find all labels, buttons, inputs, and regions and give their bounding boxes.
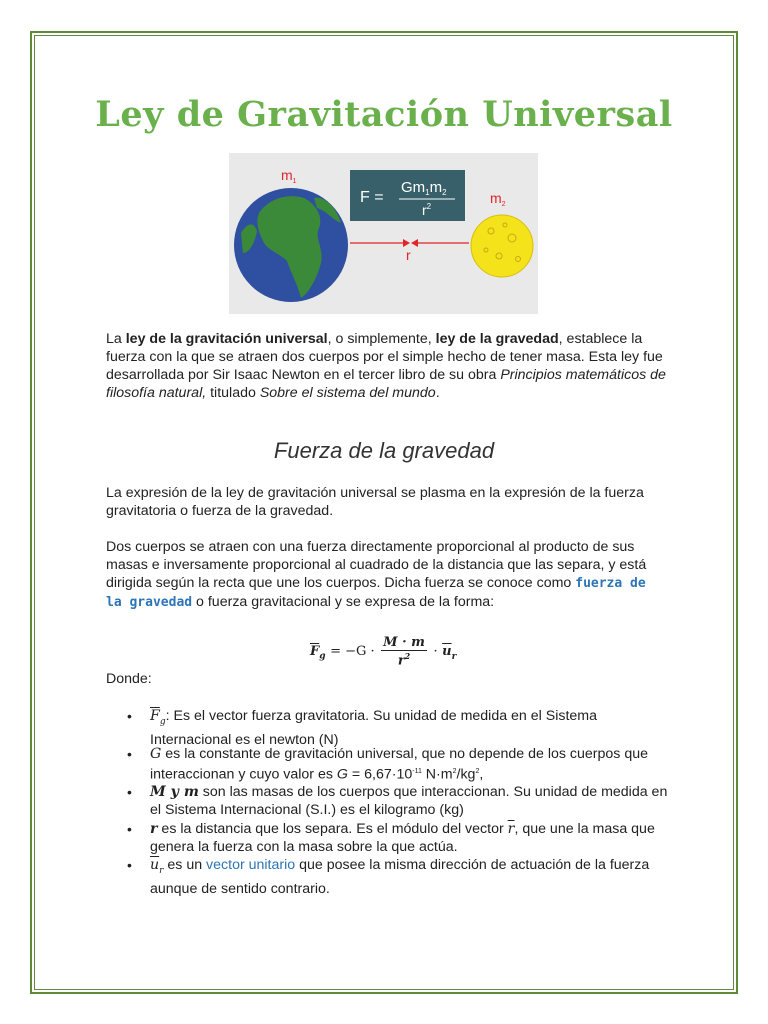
r-label: r — [406, 247, 411, 263]
section-subtitle: Fuerza de la gravedad — [273, 438, 495, 463]
moon-icon — [471, 215, 533, 277]
bullet-item-unit-vector: $\overline{u}_r$ es un vector unitario que posee la misma dirección de actuación de la fuerza aunque de sentido contrario. — [150, 857, 650, 897]
page-title: Ley de Gravitación Universal — [95, 94, 673, 135]
bullet-marker: • — [127, 857, 132, 873]
bullet-item-constant: G es la constante de gravitación universal, que no depende de los cuerpos que interaccionan y cuyo valor es $G = 6,67\cdot 10^{-11}$ $N\cdot m^2/kg^2$, — [150, 746, 648, 783]
formula-lhs: F = — [360, 189, 384, 206]
bullet-item-force: $\overline{F}_g$: Es el vector fuerza gravitatoria. Su unidad de medida en el Sistema Internacional es el newton (N) — [150, 708, 597, 748]
m2-label: $m_2$ — [490, 190, 506, 208]
paragraph-expression: La expresión de la ley de gravitación universal se plasma en la expresión de la fuerza gravitatoria o fuerza de la gravedad. — [106, 485, 644, 519]
gravitation-figure — [229, 153, 538, 314]
bullet-marker: • — [127, 746, 132, 762]
bullet-marker: • — [127, 784, 132, 800]
bullet-item-masses: M y m son las masas de los cuerpos que interaccionan. Su unidad de medida en el Sistema Internacional (S.I.) es el kilogramo (kg) — [150, 784, 668, 818]
bullet-item-distance: r es la distancia que los separa. Es el módulo del vector $\overline{r}$, que une la masa que genera la fuerza con la masa sobre la que actúa. — [150, 821, 655, 855]
highlight-term: fuerza de la gravedad — [106, 576, 646, 610]
formula-denominator: $r^2$ — [422, 202, 432, 218]
formula-numerator: $Gm_1m_2$ — [401, 179, 447, 197]
bullet-marker: • — [127, 821, 132, 837]
m1-label: $m_1$ — [281, 167, 297, 185]
gravitation-diagram — [229, 153, 538, 314]
gravity-equation: $\overline{F}_g = -G$ · $\frac{M \cdot m}{r^2}$ · $\overline{u}_r$ — [310, 635, 457, 669]
bullet-marker: • — [127, 708, 132, 724]
unit-vector-link[interactable]: vector unitario — [206, 857, 296, 873]
intro-paragraph: La ley de la gravitación universal, o simplemente, ley de la gravedad, establece la fuerza con la que se atraen dos cuerpos por el simple hecho de tener masa. Esta ley fue desarrollada por Sir Isaac Newton en el tercer libro de su obra Principios matemáticos de filosofía natural, titulado Sobre el sistema del mundo. — [106, 331, 666, 401]
donde-label: Donde: — [106, 671, 152, 687]
paragraph-definition: Dos cuerpos se atraen con una fuerza directamente proporcional al producto de sus masas e inversamente proporcional al cuadrado de la distancia que las separa, y está dirigida según la recta que une los cuerpos. Dicha fuerza se conoce como fuerza de la gravedad o fuerza gravitacional y se expresa de la forma: — [106, 539, 647, 610]
